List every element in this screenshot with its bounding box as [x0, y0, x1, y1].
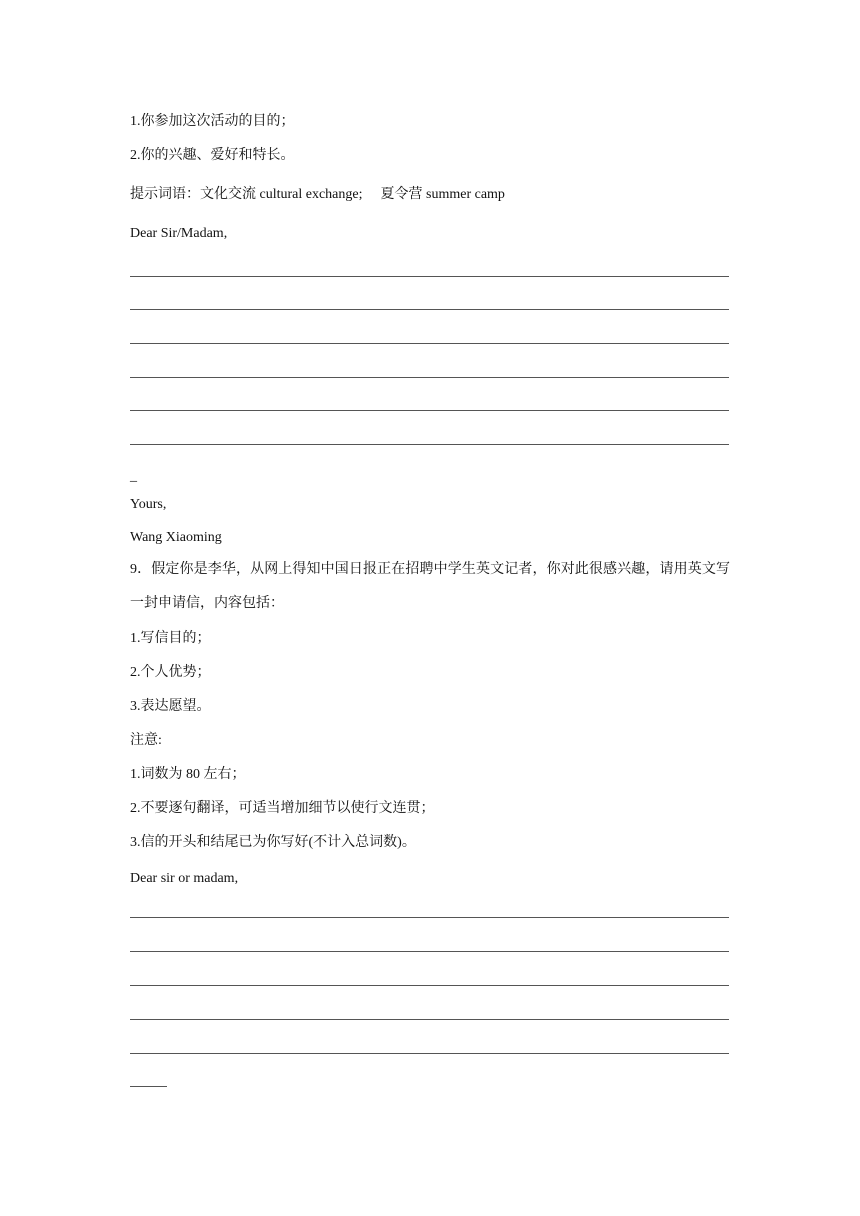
answer-line-end-mark: _: [130, 469, 137, 484]
note-item-2: 2.不要逐句翻译，可适当增加细节以使行文连贯；: [130, 801, 435, 816]
answer-line: [130, 276, 729, 277]
content-item-3: 3.表达愿望。: [130, 699, 211, 714]
answer-line: [130, 343, 729, 344]
letter-closing: Yours,: [130, 497, 167, 512]
answer-line: [130, 985, 729, 986]
letter-signature: Wang Xiaoming: [130, 530, 222, 545]
answer-line: [130, 377, 729, 378]
answer-line: [130, 410, 729, 411]
content-item-1: 1.写信目的；: [130, 631, 211, 646]
answer-line: [130, 1053, 729, 1054]
note-item-3: 3.信的开头和结尾已为你写好(不计入总词数)。: [130, 835, 416, 850]
answer-line: [130, 951, 729, 952]
answer-line-short: [130, 1086, 167, 1087]
question-9-prompt: 9．假定你是李华，从网上得知中国日报正在招聘中学生英文记者，你对此很感兴趣，请用英文写一封申请信，内容包括：: [130, 562, 730, 611]
hint-words: [130, 186, 505, 204]
requirement-item-1: 1.你参加这次活动的目的；: [130, 114, 295, 129]
letter-salutation: Dear Sir/Madam,: [130, 226, 228, 241]
answer-line: [130, 309, 729, 310]
answer-line: [130, 917, 729, 918]
letter-salutation-2: Dear sir or madam,: [130, 871, 239, 886]
hint-words-part-1: 提示词语：文化交流 cultural exchange;: [130, 187, 363, 202]
requirement-item-2: 2.你的兴趣、爱好和特长。: [130, 148, 295, 163]
hint-words-part-2: 夏令营 summer camp: [380, 187, 505, 202]
content-item-2: 2.个人优势；: [130, 665, 211, 680]
answer-line: [130, 1019, 729, 1020]
note-item-1: 1.词数为 80 左右；: [130, 767, 246, 782]
answer-line: [130, 444, 729, 445]
notes-label: 注意:: [130, 733, 162, 748]
